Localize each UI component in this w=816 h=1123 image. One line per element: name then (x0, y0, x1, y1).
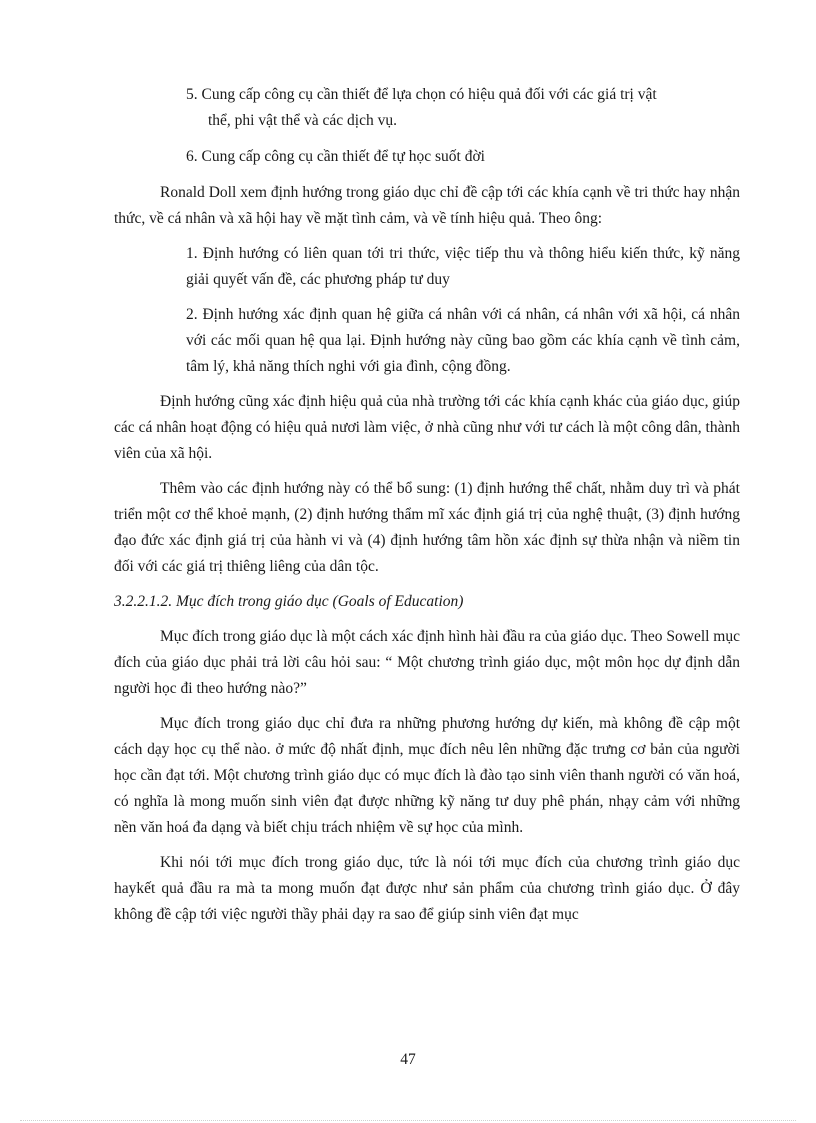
list-item-continuation: thể, phi vật thể và các dịch vụ. (208, 112, 397, 129)
list-item-line: 5. Cung cấp công cụ cần thiết để lựa chọn có hiệu quả đối với các giá trị vật (186, 86, 657, 103)
paragraph-additions: Thêm vào các định hướng này có thể bổ sung: (1) định hướng thể chất, nhằm duy trì và phát triển một cơ thể khoẻ mạnh, (2) định hướng thẩm mĩ xác định giá trị của nghệ thuật, (3) định hướng đạo đức xác định giá trị của hành vi và (4) định hướng tâm hồn xác định sự thừa nhận và niềm tin đối với các giá trị thiêng liêng của dân tộc. (114, 480, 740, 575)
page-bottom-divider (20, 1120, 796, 1121)
paragraph-doll: Ronald Doll xem định hướng trong giáo dục chỉ đề cập tới các khía cạnh về tri thức hay nhận thức, về cá nhân và xã hội hay về mặt tình cảm, và về tính hiệu quả. Theo ông: (114, 184, 740, 227)
list-item (186, 82, 740, 134)
page-number: 47 (400, 1051, 416, 1068)
paragraph-effect: Định hướng cũng xác định hiệu quả của nhà trường tới các khía cạnh khác của giáo dục, giúp các cá nhân hoạt động có hiệu quả nươi làm việc, ở nhà cũng như với tư cách là một công dân, thành viên của xã hội. (114, 393, 740, 462)
list-item: 2. Định hướng xác định quan hệ giữa cá nhân với cá nhân, cá nhân với xã hội, cá nhân với các mối quan hệ qua lại. Định hướng này cũng bao gồm các khía cạnh về tình cảm, tâm lý, khả năng thích nghi với gia đình, cộng đồng. (186, 306, 740, 375)
section-heading: 3.2.2.1.2. Mục đích trong giáo dục (Goals of Education) (114, 593, 464, 610)
paragraph-goal-3: Khi nói tới mục đích trong giáo dục, tức là nói tới mục đích của chương trình giáo dục haykết quả đầu ra mà ta mong muốn đạt được như sản phẩm của chương trình giáo dục. Ở đây không đề cập tới việc người thầy phải dạy ra sao để giúp sinh viên đạt mục (114, 854, 740, 923)
list-item: 1. Định hướng có liên quan tới tri thức, việc tiếp thu và thông hiểu kiến thức, kỹ năng giải quyết vấn đề, các phương pháp tư duy (186, 245, 740, 288)
document-body (114, 82, 740, 928)
list-item (186, 144, 740, 170)
paragraph-goal-1: Mục đích trong giáo dục là một cách xác định hình hài đầu ra của giáo dục. Theo Sowell mục đích của giáo dục phải trả lời câu hỏi sau: “ Một chương trình giáo dục, một môn học dự định dẫn người học đi theo hướng nào?” (114, 628, 740, 697)
paragraph-goal-2: Mục đích trong giáo dục chỉ đưa ra những phương hướng dự kiến, mà không đề cập một cách dạy học cụ thể nào. ở mức độ nhất định, mục đích nêu lên những đặc trưng cơ bản của người học cần đạt tới. Một chương trình giáo dục có mục đích là đào tạo sinh viên thanh người có văn hoá, có nghĩa là mong muốn sinh viên đạt được những kỹ năng tư duy phê phán, nhạy cảm với những nền văn hoá đa dạng và biết chịu trách nhiệm về sự học của mình. (114, 715, 740, 836)
list-item-line: 6. Cung cấp công cụ cần thiết để tự học suốt đời (186, 148, 485, 165)
